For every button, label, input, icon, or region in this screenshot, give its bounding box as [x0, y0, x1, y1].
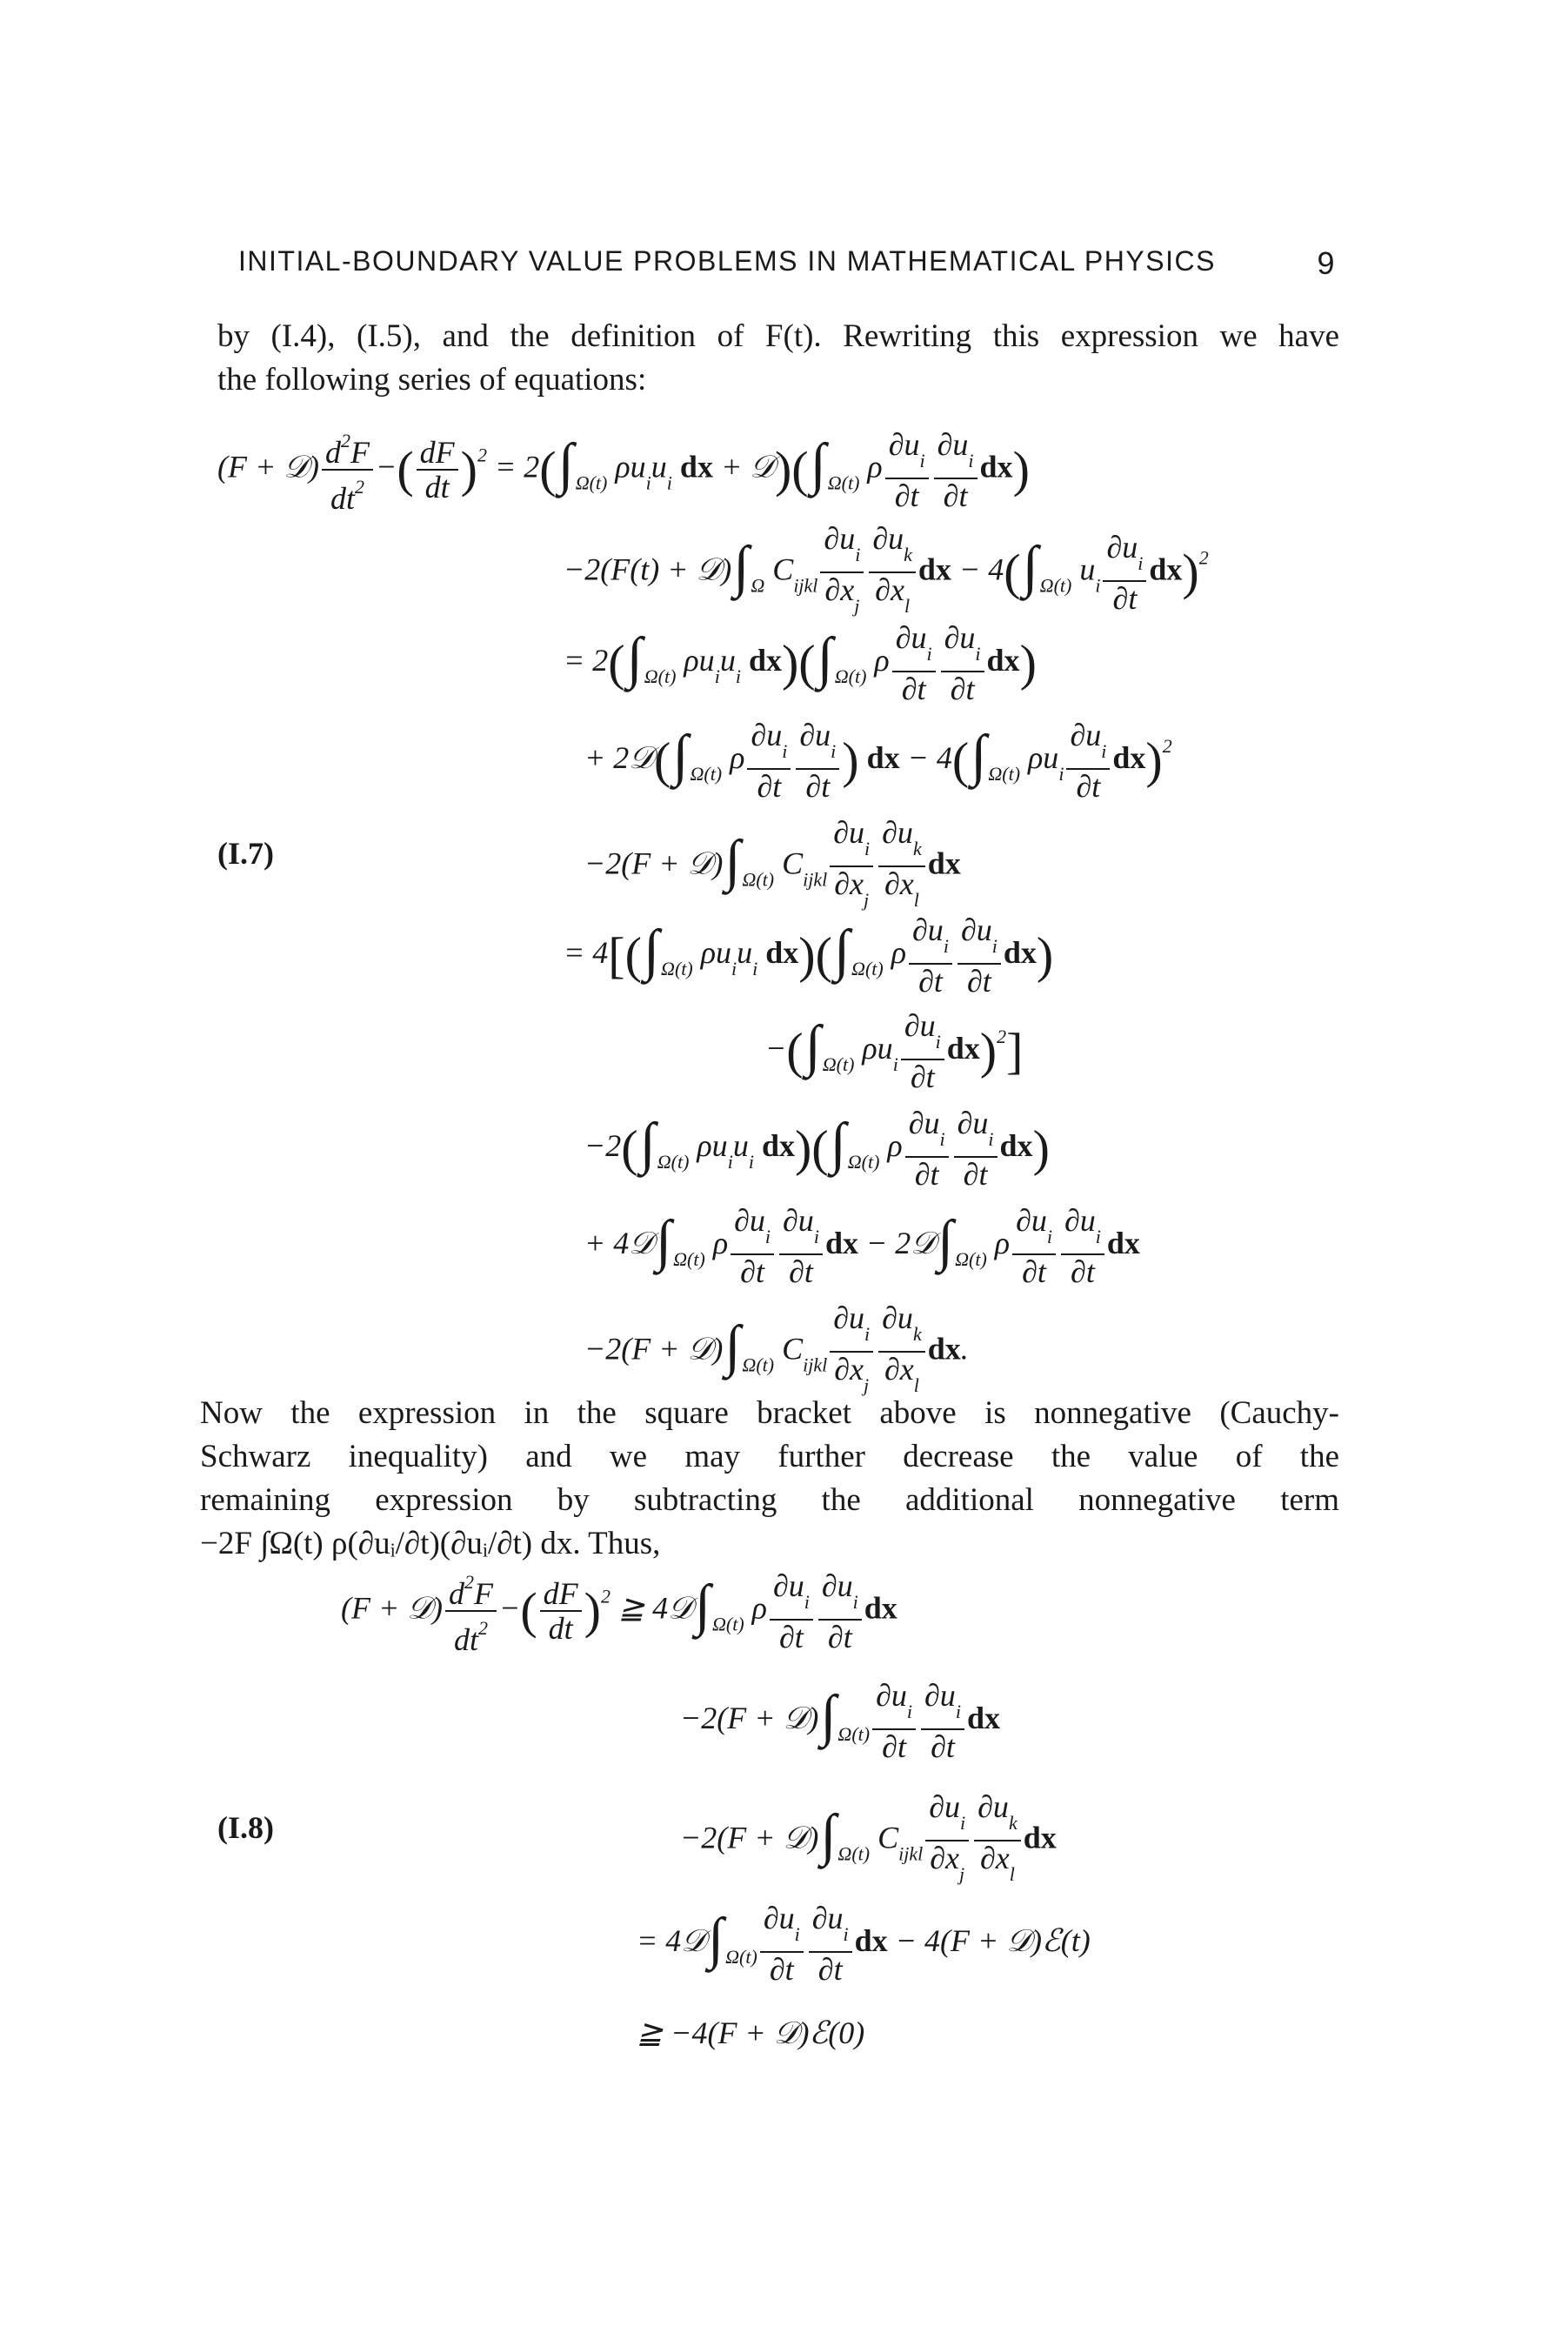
paragraph-line: Now the expression in the square bracket above is nonnegative (Cauchy- [200, 1395, 1339, 1431]
equation-tag-i8: (I.8) [217, 1810, 274, 1845]
eq-i7-line8: $-2(\int_{\Omega(t)}$ $\rho u_iu_i$ $dx)(\int_{\Omega(t)}$ ρ $\frac{\partial u_i}{\partial t}$ $\frac{\partial u_i}{\partial t}$ dx) [584, 1106, 1050, 1192]
running-head-title: INITIAL-BOUNDARY VALUE PROBLEMS IN MATHEMATICAL PHYSICS [238, 245, 1216, 277]
eq-i8-line2: $-2(F + 𝒟)\int_{\Omega(t)}$ $\frac{\partial u_i}{\partial t}$ $\frac{\partial u_i}{\partial t}$ dx [680, 1678, 1000, 1764]
eq-i8-line4: = $4𝒟\int_{\Omega(t)}$ $\frac{\partial u_i}{\partial t}$ $\frac{\partial u_i}{\partial t}$ dx − 4(F + 𝒟)ℰ(t) [637, 1901, 1091, 1987]
paragraph-line: the following series of equations: [217, 362, 647, 398]
page-number: 9 [1317, 245, 1336, 281]
paragraph-cauchy-schwarz [200, 1392, 1339, 1566]
paragraph-line: by (I.4), (I.5), and the definition of F(t). Rewriting this expression we have [217, 318, 1339, 354]
eq-i7-line1: (F + 𝒟) $\frac{d^2F}{dt^2}$ −( $\frac{dF}{dt}$ )$^2 = 2(\int_{\Omega(t)}$ $\rho u_iu_i$ dx + $𝒟)(\int_{\Omega(t)}$ ρ $\frac{\partial u_i}{\partial t}$ $\frac{\partial u_i}{\partial t}$ dx) [217, 424, 1030, 515]
running-head [238, 245, 1336, 281]
eq-i7-line9: + $4𝒟\int_{\Omega(t)}$ ρ $\frac{\partial u_i}{\partial t}$ $\frac{\partial u_i}{\partial t}$ dx − $2𝒟\int_{\Omega(t)}$ ρ $\frac{\partial u_i}{\partial t}$ $\frac{\partial u_i}{\partial t}$ dx [584, 1203, 1140, 1289]
eq-i7-line2: $-2(F(t) + 𝒟)\int_\Omega$ $C_{ijkl}$ $\frac{\partial u_i}{\partial x_j}$ $\frac{\partial u_k}{\partial x_l}$ dx − $4(\int_{\Omega(t)}$ $u_i$ $\frac{\partial u_i}{\partial t}$ dx)$^2$ [564, 521, 1209, 617]
paragraph-line: −2F ∫Ω(t) ρ(∂uᵢ/∂t)(∂uᵢ/∂t) dx. Thus, [200, 1526, 661, 1561]
eq-i8-line5: ≧ −4(F + 𝒟)ℰ(0) [637, 2015, 865, 2051]
paragraph-intro [217, 315, 1339, 402]
eq-i7-line10: $-2(F + 𝒟)\int_{\Omega(t)}$ $C_{ijkl}$ $\frac{\partial u_i}{\partial x_j}$ $\frac{\partial u_k}{\partial x_l}$ dx. [584, 1300, 969, 1396]
eq-i7-line5: $-2(F + 𝒟)\int_{\Omega(t)}$ $C_{ijkl}$ $\frac{\partial u_i}{\partial x_j}$ $\frac{\partial u_k}{\partial x_l}$ dx [584, 815, 961, 911]
eq-i7-line6: = $4[(\int_{\Omega(t)}$ $\rho u_iu_i$ $dx)(\int_{\Omega(t)}$ ρ $\frac{\partial u_i}{\partial t}$ $\frac{\partial u_i}{\partial t}$ dx) [564, 912, 1054, 999]
eq-i7-line7: $-(\int_{\Omega(t)}$ $\rho u_i$ $\frac{\partial u_i}{\partial t}$ dx)$^2$] [765, 1008, 1024, 1094]
paragraph-line: remaining expression by subtracting the additional nonnegative term [200, 1482, 1339, 1518]
paragraph-line: Schwarz inequality) and we may further decrease the value of the [200, 1439, 1339, 1474]
eq-i8-line3: $-2(F + 𝒟)\int_{\Omega(t)}$ $C_{ijkl}$ $\frac{\partial u_i}{\partial x_j}$ $\frac{\partial u_k}{\partial x_l}$ dx [680, 1789, 1057, 1885]
eq-i8-line1: (F + 𝒟) $\frac{d^2F}{dt^2}$ −( $\frac{dF}{dt}$ )$^2$ ≧ $4𝒟\int_{\Omega(t)}$ ρ $\frac{\partial u_i}{\partial t}$ $\frac{\partial u_i}{\partial t}$ dx [341, 1566, 897, 1656]
equation-tag-i7: (I.7) [217, 836, 274, 871]
eq-i7-line4: + $2𝒟(\int_{\Omega(t)}$ ρ $\frac{\partial u_i}{\partial t}$ $\frac{\partial u_i}{\partial t}$ ) dx − $4(\int_{\Omega(t)}$ $\rho u_i$ $\frac{\partial u_i}{\partial t}$ dx)$^2$ [584, 718, 1172, 804]
eq-i7-line3: = $2(\int_{\Omega(t)}$ $\rho u_iu_i$ $dx)(\int_{\Omega(t)}$ ρ $\frac{\partial u_i}{\partial t}$ $\frac{\partial u_i}{\partial t}$ dx) [564, 620, 1037, 706]
